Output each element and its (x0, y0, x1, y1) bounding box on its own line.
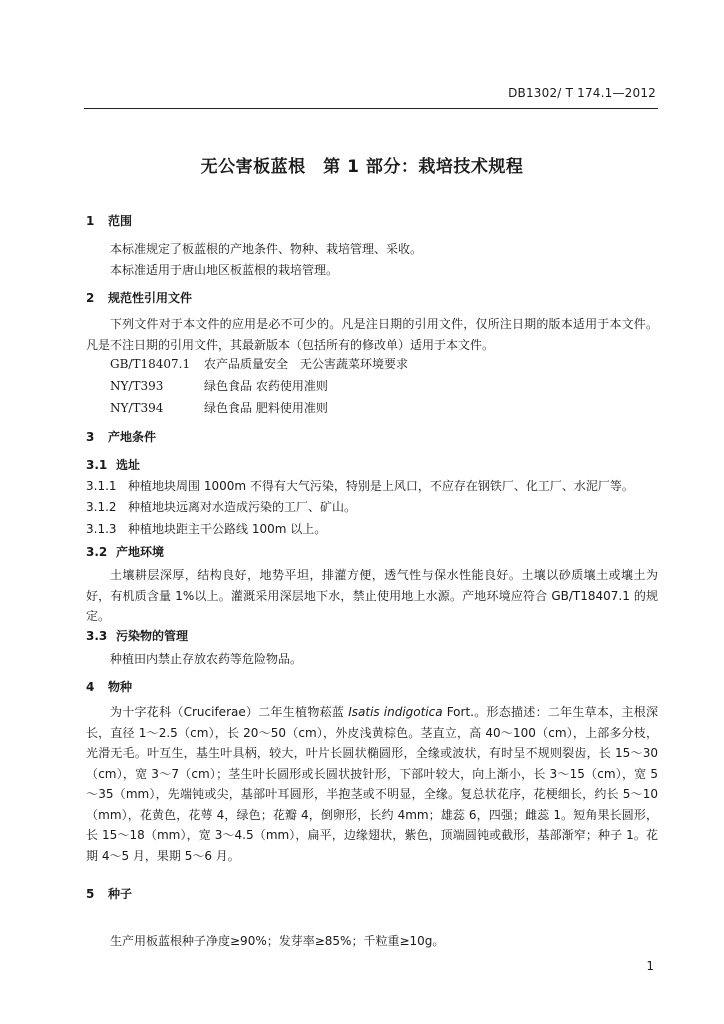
section-heading-3 (86, 428, 156, 445)
subsection-number: 3.1 (86, 458, 108, 472)
subsection-title: 产地环境 (116, 545, 165, 559)
section-title: 产地条件 (108, 430, 157, 444)
reference-code: NY/T393 (110, 379, 164, 393)
reference-item (110, 355, 408, 372)
page-number: 1 (646, 959, 654, 973)
paragraph: 种植田内禁止存放农药等危险物品。 (110, 652, 303, 666)
subsection-title: 选址 (116, 458, 141, 472)
subsection-heading (86, 456, 140, 473)
subsection-title: 污染物的管理 (116, 629, 189, 643)
section-title: 种子 (108, 887, 133, 901)
clause-text: 种植地块周围 1000m 不得有大气污染，特别是上风口，不应存在钢铁厂、化工厂、水泥厂等。 (128, 479, 634, 493)
reference-code: GB/T18407.1 (110, 357, 191, 371)
paragraph: 土壤耕层深厚，结构良好，地势平坦，排灌方便，透气性与保水性能良好。土壤以砂质壤土或壤土为好，有机质含量 1%以上。灌溉采用深层地下水，禁止使用地上水源。产地环境应符合 GB/T18407.1 的规定。 (86, 568, 658, 623)
reference-title: 绿色食品 肥料使用准则 (204, 401, 328, 415)
section-title: 物种 (108, 680, 133, 694)
paragraph: 生产用板蓝根种子净度≥90%；发芽率≥85%；千粒重≥10g。 (110, 934, 445, 948)
section-number: 5 (86, 887, 95, 901)
section-heading-2 (86, 289, 192, 306)
text-run: 为十字花科（Cruciferae）二年生植物菘蓝 (110, 705, 349, 719)
clause-item (86, 498, 356, 515)
clause-number: 3.1.2 (86, 500, 117, 514)
paragraph: 下列文件对于本文件的应用是必不可少的。凡是注日期的引用文件，仅所注日期的版本适用于本文件。凡是不注日期的引用文件，其最新版本（包括所有的修改单）适用于本文件。 (86, 317, 658, 352)
reference-title: 绿色食品 农药使用准则 (204, 379, 328, 393)
subsection-number: 3.2 (86, 545, 108, 559)
clause-number: 3.1.3 (86, 522, 117, 536)
subsection-heading (86, 627, 188, 644)
paragraph: 本标准适用于唐山地区板蓝根的栽培管理。 (110, 263, 339, 277)
paragraph (86, 702, 658, 866)
reference-code: NY/T394 (110, 401, 164, 415)
section-heading-1 (86, 212, 132, 229)
reference-title: 农产品质量安全 无公害蔬菜环境要求 (204, 357, 409, 371)
subsection-number: 3.3 (86, 629, 108, 643)
section-title: 范围 (108, 214, 133, 228)
section-number: 1 (86, 214, 95, 228)
document-title: 无公害板蓝根 第 1 部分：栽培技术规程 (200, 157, 524, 177)
subsection-heading (86, 543, 164, 560)
section-heading-4 (86, 678, 132, 695)
section-number: 2 (86, 291, 95, 305)
section-heading-5 (86, 885, 132, 902)
section-number: 4 (86, 680, 95, 694)
text-run: Fort.。形态描述：二年生草本，主根深长，直径 1～2.5（cm），长 20～50（cm），外皮浅黄棕色。茎直立，高 40～100（cm），上部多分枝，光滑无毛。叶互生，基生叶具柄，较大，叶片长圆状椭圆形，全缘或波状，有时呈不规则裂齿，长 15～30（cm），宽 3～7（cm）；茎生叶长圆形或长圆状披针形，下部叶较大，向上渐小，长 3～15（cm），宽 5～35（mm），先端钝或尖，基部叶耳圆形，半抱茎或不明显，全缘。复总状花序，花梗细长，约长 5～10（mm），花黄色，花萼 4，绿色；花瓣 4，倒卵形，长约 4mm；雄蕊 6，四强；雌蕊 1。短角果长圆形，长 15～18（mm），宽 3～4.5（mm），扁平，边缘翅状，紫色，顶端圆钝或截形，基部渐窄；种子 1。花期 4～5 月，果期 5～6 月。 (86, 705, 658, 863)
document-code: DB1302/ T 174.1—2012 (508, 86, 656, 100)
clause-item (86, 477, 634, 494)
clause-text: 种植地块远离对水造成污染的工厂、矿山。 (128, 500, 357, 514)
paragraph: 本标准规定了板蓝根的产地条件、物种、栽培管理、采收。 (110, 242, 423, 256)
reference-item (110, 377, 328, 394)
latin-species-name: Isatis indigotica (348, 705, 443, 719)
header-divider (84, 108, 658, 109)
clause-item (86, 520, 326, 537)
reference-item (110, 399, 328, 416)
section-number: 3 (86, 430, 95, 444)
section-title: 规范性引用文件 (108, 291, 193, 305)
clause-text: 种植地块距主干公路线 100m 以上。 (128, 522, 327, 536)
clause-number: 3.1.1 (86, 479, 117, 493)
